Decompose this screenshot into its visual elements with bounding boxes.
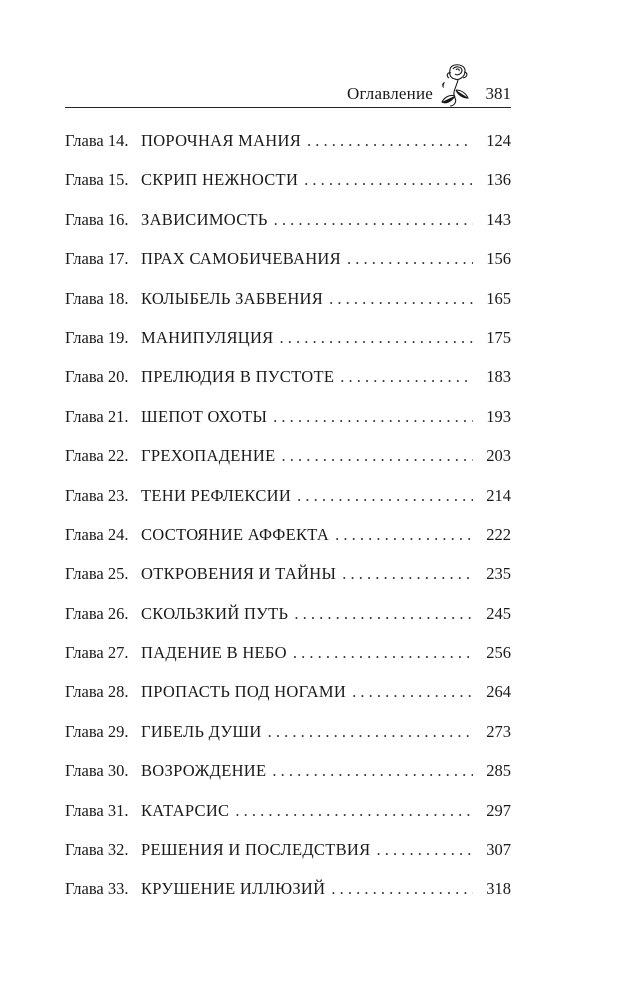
chapter-page-number: 264 — [486, 682, 511, 702]
chapter-number: Глава 26. — [65, 603, 129, 623]
running-header-page-number: 381 — [485, 84, 511, 103]
chapter-title: ЗАВИСИМОСТЬ — [141, 209, 268, 229]
chapter-number: Глава 31. — [65, 800, 129, 820]
chapter-page-number: 318 — [486, 879, 511, 899]
chapter-number: Глава 24. — [65, 524, 129, 544]
chapter-page-number: 273 — [486, 721, 511, 741]
chapter-title: ПАДЕНИЕ В НЕБО — [141, 643, 287, 663]
chapter-number: Глава 33. — [65, 879, 129, 899]
chapter-page-number: 165 — [486, 288, 511, 308]
chapter-page-number: 203 — [486, 446, 511, 466]
toc-entry[interactable] — [65, 604, 511, 643]
dot-leader — [338, 367, 473, 387]
chapter-page-number: 136 — [486, 170, 511, 190]
toc-entry[interactable] — [65, 564, 511, 603]
toc-entry[interactable] — [65, 682, 511, 721]
toc-entry[interactable] — [65, 525, 511, 564]
dot-leader — [329, 879, 473, 899]
chapter-number: Глава 23. — [65, 485, 129, 505]
chapter-title: СКРИП НЕЖНОСТИ — [141, 170, 299, 190]
chapter-title: ПРАХ САМОБИЧЕВАНИЯ — [141, 249, 341, 269]
chapter-title: ПОРОЧНАЯ МАНИЯ — [141, 131, 302, 150]
chapter-number: Глава 20. — [65, 367, 129, 387]
table-of-contents — [65, 131, 511, 919]
chapter-title: ШЕПОТ ОХОТЫ — [141, 406, 268, 426]
toc-entry[interactable] — [65, 367, 511, 406]
chapter-number: Глава 28. — [65, 682, 129, 702]
chapter-page-number: 143 — [486, 209, 511, 229]
chapter-number: Глава 29. — [65, 721, 129, 741]
chapter-page-number: 175 — [486, 327, 511, 347]
chapter-number: Глава 22. — [65, 446, 129, 466]
dot-leader — [340, 564, 473, 584]
toc-entry[interactable] — [65, 486, 511, 525]
chapter-page-number: 214 — [486, 485, 511, 505]
dot-leader — [345, 249, 473, 269]
dot-leader — [302, 170, 473, 190]
chapter-number: Глава 30. — [65, 761, 129, 781]
toc-entry[interactable] — [65, 131, 511, 170]
chapter-page-number: 245 — [486, 603, 511, 623]
dot-leader — [295, 486, 473, 506]
chapter-number: Глава 21. — [65, 406, 129, 426]
chapter-page-number: 193 — [486, 406, 511, 426]
chapter-title: ТЕНИ РЕФЛЕКСИИ — [141, 485, 292, 505]
dot-leader — [374, 840, 473, 860]
toc-entry[interactable] — [65, 840, 511, 879]
chapter-title: СКОЛЬЗКИЙ ПУТЬ — [141, 603, 289, 623]
chapter-number: Глава 15. — [65, 170, 129, 190]
chapter-page-number: 124 — [486, 131, 511, 150]
chapter-title: СОСТОЯНИЕ АФФЕКТА — [141, 524, 330, 544]
dot-leader — [270, 761, 473, 781]
chapter-number: Глава 17. — [65, 249, 129, 269]
chapter-page-number: 235 — [486, 564, 511, 584]
chapter-title: ПРОПАСТЬ ПОД НОГАМИ — [141, 682, 347, 702]
dot-leader — [292, 604, 473, 624]
chapter-title: ГИБЕЛЬ ДУШИ — [141, 721, 262, 741]
chapter-title: ОТКРОВЕНИЯ И ТАЙНЫ — [141, 564, 337, 584]
chapter-title: ВОЗРОЖДЕНИЕ — [141, 761, 267, 781]
dot-leader — [327, 289, 473, 309]
dot-leader — [278, 328, 474, 348]
chapter-title: КАТАРСИС — [141, 800, 230, 820]
dot-leader — [272, 210, 473, 230]
chapter-number: Глава 27. — [65, 643, 129, 663]
dot-leader — [271, 407, 473, 427]
chapter-page-number: 222 — [486, 524, 511, 544]
toc-entry[interactable] — [65, 170, 511, 209]
toc-entry[interactable] — [65, 446, 511, 485]
toc-entry[interactable] — [65, 249, 511, 288]
running-header-title: Оглавление — [347, 84, 433, 103]
toc-entry[interactable] — [65, 643, 511, 682]
chapter-page-number: 183 — [486, 367, 511, 387]
chapter-page-number: 285 — [486, 761, 511, 781]
toc-entry[interactable] — [65, 761, 511, 800]
toc-entry[interactable] — [65, 407, 511, 446]
chapter-number: Глава 16. — [65, 209, 129, 229]
dot-leader — [333, 525, 473, 545]
chapter-page-number: 256 — [486, 643, 511, 663]
toc-entry[interactable] — [65, 879, 511, 918]
chapter-number: Глава 19. — [65, 327, 129, 347]
rose-ornament-icon — [434, 60, 478, 108]
chapter-number: Глава 18. — [65, 288, 129, 308]
chapter-number: Глава 14. — [65, 131, 129, 150]
toc-entry[interactable] — [65, 289, 511, 328]
chapter-title: ГРЕХОПАДЕНИЕ — [141, 446, 276, 466]
running-header — [65, 60, 511, 110]
chapter-page-number: 307 — [486, 840, 511, 860]
toc-entry[interactable] — [65, 328, 511, 367]
chapter-number: Глава 25. — [65, 564, 129, 584]
toc-entry[interactable] — [65, 722, 511, 761]
chapter-page-number: 297 — [486, 800, 511, 820]
dot-leader — [266, 722, 473, 742]
dot-leader — [291, 643, 473, 663]
dot-leader — [305, 131, 473, 151]
toc-entry[interactable] — [65, 801, 511, 840]
chapter-title: КОЛЫБЕЛЬ ЗАБВЕНИЯ — [141, 288, 324, 308]
header-divider — [65, 107, 511, 108]
dot-leader — [350, 682, 473, 702]
toc-entry[interactable] — [65, 210, 511, 249]
chapter-title: КРУШЕНИЕ ИЛЛЮЗИЙ — [141, 879, 326, 899]
chapter-title: МАНИПУЛЯЦИЯ — [141, 327, 274, 347]
chapter-page-number: 156 — [486, 249, 511, 269]
chapter-title: РЕШЕНИЯ И ПОСЛЕДСТВИЯ — [141, 840, 371, 860]
dot-leader — [279, 446, 473, 466]
dot-leader — [233, 801, 473, 821]
chapter-number: Глава 32. — [65, 840, 129, 860]
chapter-title: ПРЕЛЮДИЯ В ПУСТОТЕ — [141, 367, 335, 387]
